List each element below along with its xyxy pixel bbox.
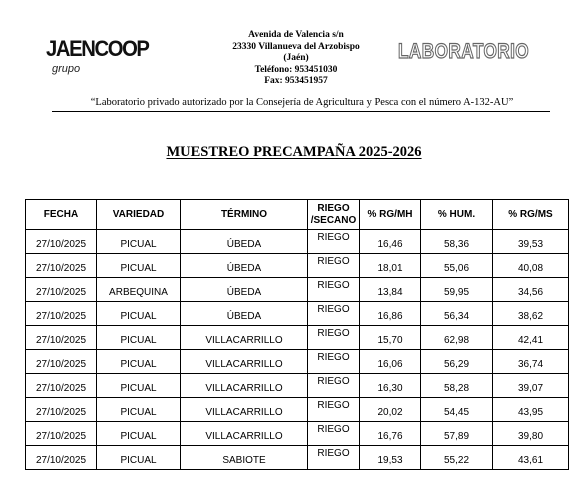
table-row bbox=[26, 374, 569, 398]
cell-fat-dry: 36,74 bbox=[493, 350, 569, 374]
company-address bbox=[216, 30, 376, 88]
cell-fat-wet: 16,30 bbox=[360, 374, 421, 398]
document-title-text: MUESTREO PRECAMPAÑA 2025-2026 bbox=[166, 144, 422, 160]
column-header-variety: VARIEDAD bbox=[97, 200, 181, 230]
table-row bbox=[26, 422, 569, 446]
cell-fat-dry: 38,62 bbox=[493, 302, 569, 326]
cell-humidity: 56,34 bbox=[421, 302, 493, 326]
cell-date: 27/10/2025 bbox=[26, 278, 97, 302]
address-city: 23330 Villanueva del Arzobispo bbox=[232, 41, 360, 52]
logo-subtitle: grupo bbox=[52, 63, 81, 75]
cell-humidity: 57,89 bbox=[421, 422, 493, 446]
cell-irrigation: RIEGO bbox=[308, 326, 360, 350]
cell-humidity: 58,36 bbox=[421, 230, 493, 254]
cell-municipality: VILLACARRILLO bbox=[181, 374, 308, 398]
cell-humidity: 58,28 bbox=[421, 374, 493, 398]
cell-fat-dry: 39,80 bbox=[493, 422, 569, 446]
cell-variety: PICUAL bbox=[97, 302, 181, 326]
authorization-statement: “Laboratorio privado autorizado por la Consejería de Agricultura y Pesca con el número A-132-AU” bbox=[90, 97, 514, 108]
table-header-row bbox=[26, 200, 569, 230]
table-row bbox=[26, 230, 569, 254]
company-logo bbox=[46, 34, 186, 82]
column-header-fat-dry: % RG/MS bbox=[493, 200, 569, 230]
cell-irrigation: RIEGO bbox=[308, 398, 360, 422]
cell-date: 27/10/2025 bbox=[26, 230, 97, 254]
cell-fat-wet: 19,53 bbox=[360, 446, 421, 470]
cell-variety: PICUAL bbox=[97, 398, 181, 422]
cell-date: 27/10/2025 bbox=[26, 350, 97, 374]
cell-variety: PICUAL bbox=[97, 230, 181, 254]
cell-humidity: 55,22 bbox=[421, 446, 493, 470]
address-fax: Fax: 953451957 bbox=[264, 76, 328, 86]
cell-fat-dry: 39,53 bbox=[493, 230, 569, 254]
cell-municipality: VILLACARRILLO bbox=[181, 326, 308, 350]
cell-variety: PICUAL bbox=[97, 446, 181, 470]
cell-municipality: VILLACARRILLO bbox=[181, 422, 308, 446]
table-row bbox=[26, 350, 569, 374]
cell-municipality: VILLACARRILLO bbox=[181, 350, 308, 374]
document-title bbox=[0, 144, 588, 161]
column-header-irrigation bbox=[308, 200, 360, 230]
cell-humidity: 56,29 bbox=[421, 350, 493, 374]
table-row bbox=[26, 254, 569, 278]
column-header-date: FECHA bbox=[26, 200, 97, 230]
cell-irrigation: RIEGO bbox=[308, 278, 360, 302]
table-row bbox=[26, 278, 569, 302]
cell-municipality: ÚBEDA bbox=[181, 302, 308, 326]
cell-variety: PICUAL bbox=[97, 326, 181, 350]
address-province: (Jaén) bbox=[283, 53, 309, 63]
address-phone: Teléfono: 953451030 bbox=[254, 64, 338, 75]
cell-humidity: 54,45 bbox=[421, 398, 493, 422]
column-header-municipality: TÉRMINO bbox=[181, 200, 308, 230]
cell-fat-wet: 18,01 bbox=[360, 254, 421, 278]
sampling-table bbox=[25, 199, 569, 470]
cell-irrigation: RIEGO bbox=[308, 230, 360, 254]
cell-variety: PICUAL bbox=[97, 422, 181, 446]
cell-humidity: 59,95 bbox=[421, 278, 493, 302]
cell-irrigation: RIEGO bbox=[308, 350, 360, 374]
cell-date: 27/10/2025 bbox=[26, 422, 97, 446]
cell-fat-wet: 20,02 bbox=[360, 398, 421, 422]
cell-fat-dry: 34,56 bbox=[493, 278, 569, 302]
cell-date: 27/10/2025 bbox=[26, 374, 97, 398]
cell-humidity: 55,06 bbox=[421, 254, 493, 278]
cell-fat-wet: 16,76 bbox=[360, 422, 421, 446]
address-street: Avenida de Valencia s/n bbox=[248, 30, 344, 40]
cell-fat-wet: 16,86 bbox=[360, 302, 421, 326]
cell-municipality: ÚBEDA bbox=[181, 278, 308, 302]
laboratory-label: LABORATORIO bbox=[398, 40, 530, 63]
cell-fat-wet: 16,06 bbox=[360, 350, 421, 374]
cell-fat-dry: 39,07 bbox=[493, 374, 569, 398]
cell-irrigation: RIEGO bbox=[308, 422, 360, 446]
cell-date: 27/10/2025 bbox=[26, 326, 97, 350]
cell-variety: PICUAL bbox=[97, 254, 181, 278]
cell-fat-dry: 43,95 bbox=[493, 398, 569, 422]
column-header-humidity: % HUM. bbox=[421, 200, 493, 230]
table-row bbox=[26, 446, 569, 470]
cell-date: 27/10/2025 bbox=[26, 446, 97, 470]
cell-irrigation: RIEGO bbox=[308, 254, 360, 278]
table-row bbox=[26, 398, 569, 422]
cell-fat-dry: 43,61 bbox=[493, 446, 569, 470]
cell-variety: PICUAL bbox=[97, 374, 181, 398]
cell-fat-dry: 40,08 bbox=[493, 254, 569, 278]
cell-date: 27/10/2025 bbox=[26, 398, 97, 422]
cell-variety: ARBEQUINA bbox=[97, 278, 181, 302]
cell-municipality: ÚBEDA bbox=[181, 230, 308, 254]
cell-irrigation: RIEGO bbox=[308, 302, 360, 326]
header-divider bbox=[52, 111, 550, 112]
irrigation-header-text: RIEGO /SECANO bbox=[310, 202, 357, 226]
cell-irrigation: RIEGO bbox=[308, 374, 360, 398]
cell-fat-wet: 13,84 bbox=[360, 278, 421, 302]
cell-fat-wet: 16,46 bbox=[360, 230, 421, 254]
cell-municipality: VILLACARRILLO bbox=[181, 398, 308, 422]
cell-municipality: ÚBEDA bbox=[181, 254, 308, 278]
cell-fat-dry: 42,41 bbox=[493, 326, 569, 350]
table-row bbox=[26, 326, 569, 350]
table-row bbox=[26, 302, 569, 326]
logo-wordmark: JAENCOOP bbox=[46, 36, 149, 61]
cell-municipality: SABIOTE bbox=[181, 446, 308, 470]
column-header-fat-wet: % RG/MH bbox=[360, 200, 421, 230]
cell-fat-wet: 15,70 bbox=[360, 326, 421, 350]
cell-date: 27/10/2025 bbox=[26, 254, 97, 278]
cell-variety: PICUAL bbox=[97, 350, 181, 374]
cell-date: 27/10/2025 bbox=[26, 302, 97, 326]
cell-humidity: 62,98 bbox=[421, 326, 493, 350]
cell-irrigation: RIEGO bbox=[308, 446, 360, 470]
